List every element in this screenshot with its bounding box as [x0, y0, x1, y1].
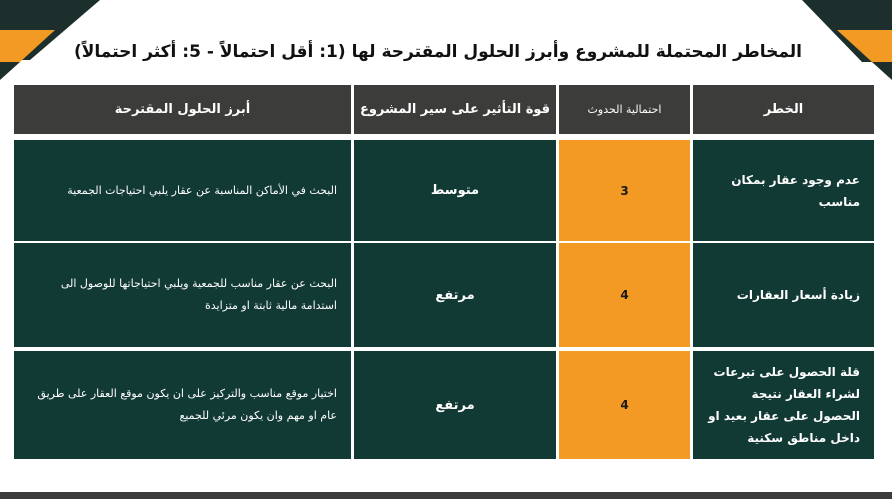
- row2-impact: مرتفع: [354, 243, 556, 347]
- row1-impact: متوسط: [354, 140, 556, 241]
- row3-solution: اختيار موقع مناسب والتركيز على ان يكون موقع العقار على طريق عام او مهم وان يكون مرئي للجميع: [14, 351, 351, 459]
- page-title: المخاطر المحتملة للمشروع وأبرز الحلول المقترحة لها (1: أقل احتمالاً - 5: أكثر احتمالاً): [73, 42, 802, 62]
- header-probability: احتمالية الحدوث: [559, 85, 690, 134]
- row3-probability: 4: [559, 351, 690, 459]
- row2-probability: 4: [559, 243, 690, 347]
- header-solutions: أبرز الحلول المقترحة: [14, 85, 351, 134]
- row1-probability: 3: [559, 140, 690, 241]
- header-risk: الخطر: [693, 85, 874, 134]
- row1-solution: البحث في الأماكن المناسبة عن عقار يلبي احتياجات الجمعية: [14, 140, 351, 241]
- risk-table: [14, 85, 874, 462]
- row3-impact: مرتفع: [354, 351, 556, 459]
- row2-solution: البحث عن عقار مناسب للجمعية ويلبي احتياجاتها للوصول الى استدامة مالية ثابتة او متزايدة: [14, 243, 351, 347]
- row3-risk: قلة الحصول على تبرعات لشراء العقار نتيجة الحصول على عقار بعيد او داخل مناطق سكنية: [693, 351, 874, 459]
- bottom-divider: [0, 492, 892, 499]
- row1-risk: عدم وجود عقار بمكان مناسب: [693, 140, 874, 241]
- row2-risk: زيادة أسعار العقارات: [693, 243, 874, 347]
- header-impact: قوة التأثير على سير المشروع: [354, 85, 556, 134]
